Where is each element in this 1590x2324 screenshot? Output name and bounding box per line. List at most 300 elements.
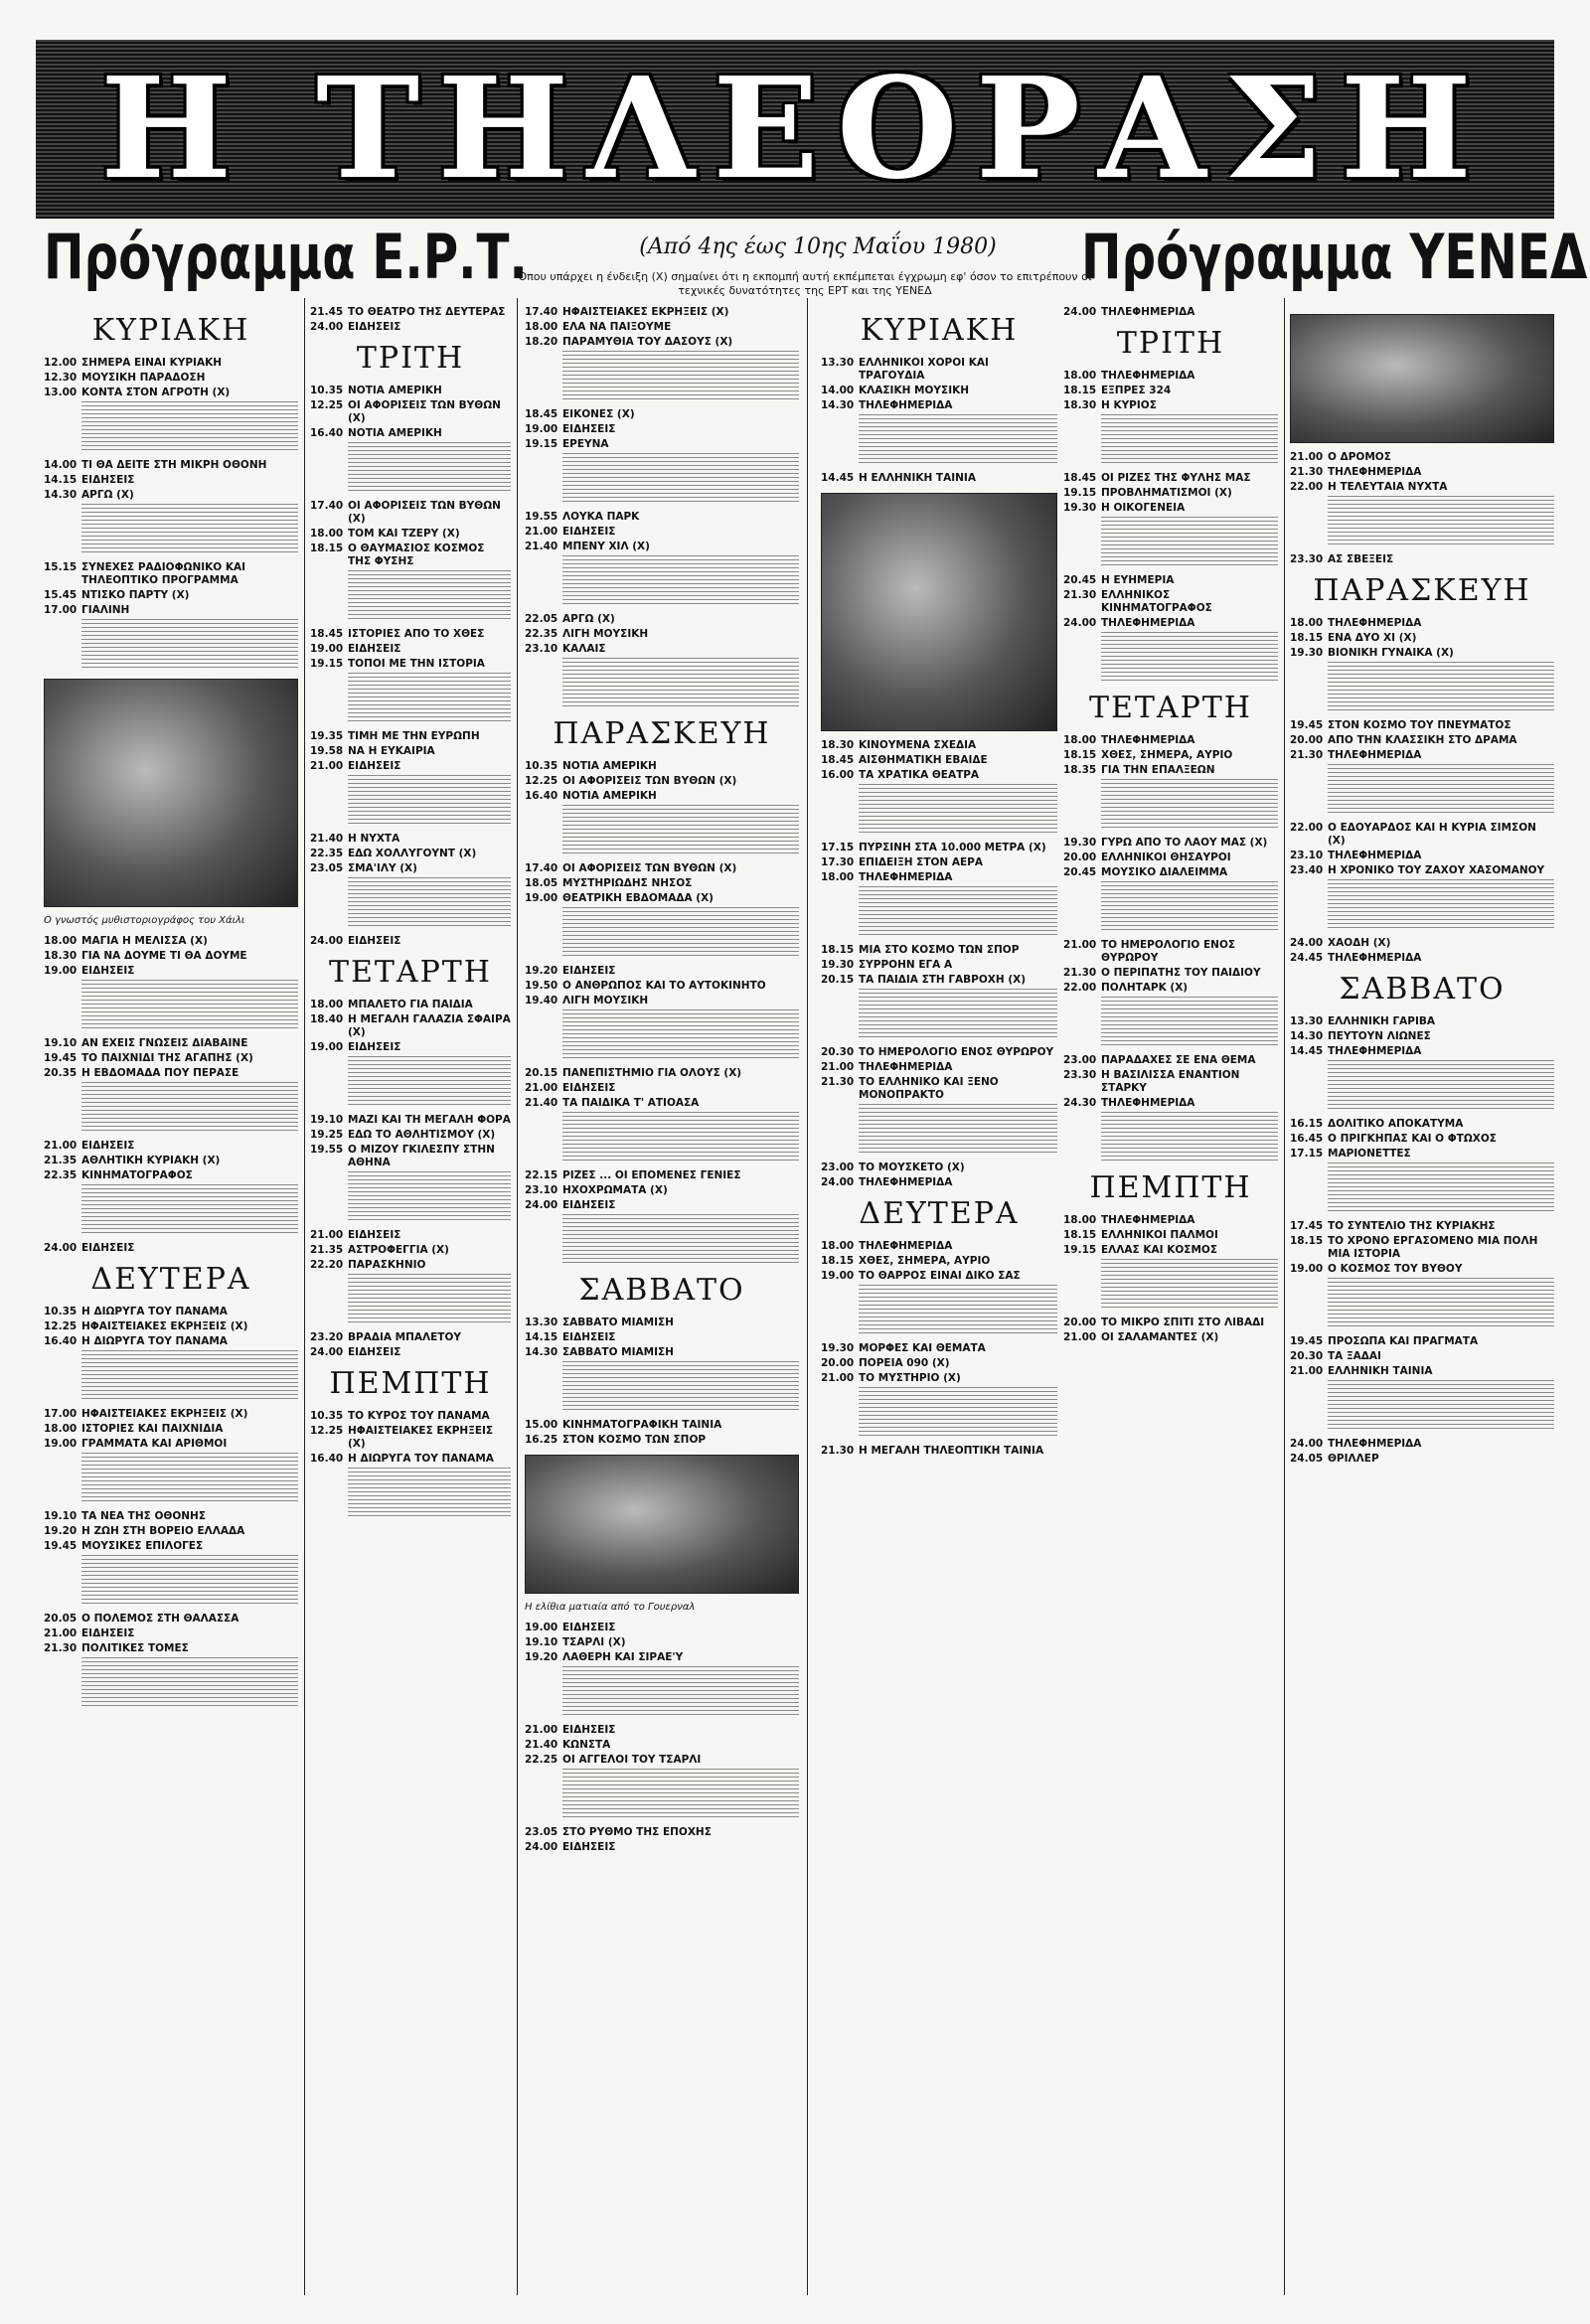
program-time: 16.40 [310,427,344,439]
description-text-block [1101,997,1278,1048]
program-title: Ο ΠΕΡΙΠΑΤΗΣ ΤΟΥ ΠΑΙΔΙΟΥ [1101,967,1261,979]
program-entry [1063,1097,1278,1110]
program-time: 22.00 [1290,822,1324,834]
program-time: 20.05 [44,1613,78,1625]
program-entry [1290,734,1554,747]
program-time: 19.20 [44,1525,78,1537]
description-text-block [562,1666,799,1718]
program-entry [1063,866,1278,879]
program-time: 19.00 [525,1622,558,1633]
program-title: ΗΧΟΧΡΩΜΑΤΑ (Χ) [562,1184,668,1196]
program-time: 22.05 [525,613,558,625]
program-time: 19.30 [821,959,855,971]
program-entry [525,1097,799,1110]
program-title: ΚΙΝΗΜΑΤΟΓΡΑΦΟΣ [81,1169,193,1181]
program-entry [525,511,799,524]
program-entry [1063,982,1278,995]
program-entry [1063,764,1278,777]
program-entry [310,658,511,671]
program-time: 18.45 [525,408,558,420]
program-time: 21.00 [821,1061,855,1073]
program-title: ΚΛΑΣΙΚΗ ΜΟΥΣΙΚΗ [859,385,970,396]
program-title: ΟΙ ΑΦΟΡΙΣΕΙΣ ΤΩΝ ΒΥΘΩΝ (Χ) [348,500,501,525]
program-title: ΓΥΡΩ ΑΠΟ ΤΟ ΛΑΟΥ ΜΑΣ (Χ) [1101,837,1268,849]
photo-caption: Η ελίθια ματιαία από το Γουερναλ [525,1602,696,1613]
program-entry [525,1317,799,1329]
program-time: 22.35 [310,848,344,859]
program-entry [525,1651,799,1664]
program-entry [1063,967,1278,980]
program-time: 19.15 [525,438,558,450]
program-entry [44,1642,298,1655]
program-entry [1063,502,1278,515]
program-title: ΕΙΚΟΝΕΣ (Χ) [562,408,635,420]
program-time: 19.30 [1290,647,1324,659]
program-entry [525,1622,799,1634]
program-entry [525,1724,799,1737]
program-entry [1063,617,1278,630]
day-heading: ΠΑΡΑΣΚΕΥΗ [553,716,771,751]
program-entry [1290,617,1554,630]
program-entry [44,561,298,587]
program-title: ΣΑΒΒΑΤΟ ΜΙΑΜΙΣΗ [562,1346,674,1358]
program-title: ΚΙΝΗΜΑΤΟΓΡΑΦΙΚΗ ΤΑΙΝΙΑ [562,1419,722,1431]
program-entry [1290,1015,1554,1028]
program-time: 19.45 [1290,1335,1324,1347]
description-text-block [1101,414,1278,466]
description-text-block [562,1214,799,1266]
program-time: 23.40 [1290,864,1324,876]
program-time: 18.00 [44,1423,78,1435]
program-time: 22.25 [525,1754,558,1766]
program-entry [821,974,1057,987]
program-entry [821,1270,1057,1283]
description-text-block [1101,779,1278,831]
program-entry [525,760,799,773]
program-title: ΣΤΟΝ ΚΟΣΜΟ ΤΩΝ ΣΠΟΡ [562,1434,707,1446]
program-time: 23.10 [525,643,558,655]
program-title: ΠΑΡΑΜΥΘΙΑ ΤΟΥ ΔΑΣΟΥΣ (Χ) [562,336,733,348]
program-time: 21.30 [44,1642,78,1654]
program-time: 21.00 [821,1372,855,1384]
program-title: ΟΙ ΑΦΟΡΙΣΕΙΣ ΤΩΝ ΒΥΘΩΝ (Χ) [562,862,737,874]
program-entry [821,754,1057,767]
program-entry [821,1372,1057,1385]
column-rule [1284,298,1285,2295]
day-heading: ΠΕΜΠΤΗ [329,1366,492,1401]
day-heading: ΣΑΒΒΑΤΟ [578,1273,745,1308]
program-title: ΠΕΥΤΟΥΝ ΛΙΩΝΕΣ [1328,1030,1431,1042]
program-title: ΤΟ ΘΕΑΤΡΟ ΤΗΣ ΔΕΥΤΕΡΑΣ [348,306,506,318]
photo [525,1455,799,1594]
program-time: 19.00 [525,423,558,435]
program-entry [525,628,799,641]
program-entry [525,1199,799,1212]
program-title: ΤΗΛΕΦΗΜΕΡΙΔΑ [1101,617,1195,629]
program-entry [310,848,511,860]
program-title: ΤΟΠΟΙ ΜΕ ΤΗΝ ΙΣΤΟΡΙΑ [348,658,485,670]
program-title: ΕΙΔΗΣΕΙΣ [348,1346,401,1358]
program-title: Η ΜΕΓΑΛΗ ΤΗΛΕΟΠΤΙΚΗ ΤΑΙΝΙΑ [859,1445,1044,1457]
program-title: ΠΟΛΙΤΙΚΕΣ ΤΟΜΕΣ [81,1642,189,1654]
program-title: ΝΟΤΙΑ ΑΜΕΡΙΚΗ [348,385,442,396]
program-time: 16.15 [1290,1118,1324,1130]
program-title: ΠΟΡΕΙΑ 090 (Χ) [859,1357,950,1369]
column-3 [525,306,799,2293]
program-entry [525,1331,799,1344]
program-entry [1290,749,1554,762]
program-time: 12.25 [525,775,558,787]
program-entry [1063,370,1278,383]
program-entry [525,423,799,436]
program-title: Ο ΠΡΙΓΚΗΠΑΣ ΚΑΙ Ο ΦΤΩΧΟΣ [1328,1133,1497,1145]
program-title: ΜΙΑ ΣΤΟ ΚΟΣΜΟ ΤΩΝ ΣΠΟΡ [859,944,1020,956]
program-title: ΤΗΛΕΦΗΜΕΡΙΔΑ [859,399,953,411]
program-title: ΙΣΤΟΡΙΕΣ ΚΑΙ ΠΑΙΧΝΙΔΙΑ [81,1423,224,1435]
program-title: ΓΡΑΜΜΑΤΑ ΚΑΙ ΑΡΙΘΜΟΙ [81,1438,228,1450]
program-title: Η ΤΕΛΕΥΤΑΙΑ ΝΥΧΤΑ [1328,481,1448,493]
program-entry [310,385,511,397]
program-entry [1063,1229,1278,1242]
program-title: Ο ΘΑΥΜΑΣΙΟΣ ΚΟΣΜΟΣ ΤΗΣ ΦΥΣΗΣ [348,542,485,567]
day-heading: ΚΥΡΙΑΚΗ [91,313,250,348]
program-time: 23.20 [310,1331,344,1343]
program-title: ΟΙ ΑΦΟΡΙΣΕΙΣ ΤΩΝ ΒΥΘΩΝ (Χ) [348,399,501,424]
program-entry [1063,385,1278,397]
program-title: Η ΔΙΩΡΥΓΑ ΤΟΥ ΠΑΝΑΜΑ [81,1335,228,1347]
description-text-block [859,1285,1057,1336]
program-entry [525,965,799,978]
program-entry [1063,852,1278,864]
program-entry [44,1540,298,1553]
program-title: ΤΟΜ ΚΑΙ ΤΖΕΡΥ (Χ) [348,528,460,540]
program-title: ΤΑ ΠΑΙΔΙΚΑ Τ' ΑΤΙΟΑΣΑ [562,1097,700,1109]
program-title: ΤΟ ΣΥΝΤΕΛΙΟ ΤΗΣ ΚΥΡΙΑΚΗΣ [1328,1220,1496,1232]
program-title: ΤΙ ΘΑ ΔΕΙΤΕ ΣΤΗ ΜΙΚΡΗ ΟΘΟΝΗ [81,459,267,471]
program-time: 19.40 [525,995,558,1007]
description-text-block [81,980,298,1031]
program-title: ΚΙΝΟΥΜΕΝΑ ΣΧΕΔΙΑ [859,739,977,751]
program-entry [44,1242,298,1255]
program-title: ΕΙΔΗΣΕΙΣ [348,935,401,947]
program-time: 22.35 [525,628,558,640]
program-title: ΤΗΛΕΦΗΜΕΡΙΔΑ [859,1061,953,1073]
program-time: 22.00 [1290,481,1324,493]
program-time: 18.35 [1063,764,1097,776]
program-title: Η ΧΡΟΝΙΚΟ ΤΟΥ ΖΑΧΟΥ ΧΑΣΟΜΑΝΟΥ [1328,864,1545,876]
program-entry [310,1244,511,1257]
program-time: 18.15 [310,542,344,554]
program-time: 18.15 [821,944,855,956]
program-entry [525,541,799,553]
program-time: 24.00 [525,1199,558,1211]
program-time: 19.10 [525,1636,558,1648]
program-title: ΕΙΔΗΣΕΙΣ [348,1041,401,1053]
program-title: ΟΙ ΑΦΟΡΙΣΕΙΣ ΤΩΝ ΒΥΘΩΝ (Χ) [562,775,737,787]
program-title: ΕΙΔΗΣΕΙΣ [562,1724,616,1736]
yened-subtitle: Πρόγραμμα ΥΕΝΕΔ [1081,221,1588,293]
program-time: 21.40 [525,541,558,552]
program-title: Ο ΚΟΣΜΟΣ ΤΟΥ ΒΥΘΟΥ [1328,1263,1463,1275]
program-entry [821,842,1057,854]
program-title: ΑΠΟ ΤΗΝ ΚΛΑΣΣΙΚΗ ΣΤΟ ΔΡΑΜΑ [1328,734,1517,746]
program-entry [310,1346,511,1359]
column-2 [310,306,511,2293]
program-title: ΝΟΤΙΑ ΑΜΕΡΙΚΗ [562,760,657,772]
program-title: ΑΡΓΩ (Χ) [81,489,134,501]
day-heading: ΠΕΜΠΤΗ [1089,1170,1252,1205]
program-title: ΕΔΩ ΧΟΛΛΥΓΟΥΝΤ (Χ) [348,848,477,859]
program-entry [44,1140,298,1153]
program-entry [44,1408,298,1421]
program-title: ΤΗΛΕΦΗΜΕΡΙΔΑ [859,1176,953,1188]
program-time: 10.35 [44,1306,78,1317]
description-text-block [348,673,511,724]
program-title: ΕΙΔΗΣΕΙΣ [81,965,135,977]
program-entry [525,980,799,993]
program-time: 24.00 [1290,1438,1324,1450]
program-title: ΕΙΔΗΣΕΙΣ [562,1331,616,1343]
program-title: ΤΟ ΠΑΙΧΝΙΔΙ ΤΗΣ ΑΓΑΠΗΣ (Χ) [81,1052,253,1064]
program-time: 19.00 [310,1041,344,1053]
program-title: Ο ΕΔΟΥΑΡΔΟΣ ΚΑΙ Η ΚΥΡΙΑ ΣΙΜΣΟΝ (Χ) [1328,822,1536,847]
description-text-block [1328,764,1554,816]
program-entry [1290,719,1554,732]
program-title: ΕΠΙΔΕΙΞΗ ΣΤΟΝ ΑΕΡΑ [859,856,983,868]
program-title: ΤΙΜΗ ΜΕ ΤΗΝ ΕΥΡΩΠΗ [348,730,480,742]
program-time: 14.45 [821,472,855,484]
program-title: ΕΙΔΗΣΕΙΣ [562,965,616,977]
program-time: 18.15 [821,1255,855,1267]
program-time: 18.05 [525,877,558,889]
program-title: ΕΙΔΗΣΕΙΣ [562,1622,616,1633]
program-time: 23.00 [821,1162,855,1173]
program-entry [821,769,1057,782]
program-time: 12.25 [310,1425,344,1437]
program-title: ΕΙΔΗΣΕΙΣ [562,1841,616,1853]
day-heading: ΤΡΙΤΗ [1116,326,1225,361]
program-title: ΒΙΟΝΙΚΗ ΓΥΝΑΙΚΑ (Χ) [1328,647,1454,659]
program-time: 18.15 [1063,385,1097,396]
column-1 [44,306,298,2293]
program-title: ΜΠΑΛΕΤΟ ΓΙΑ ΠΑΙΔΙΑ [348,999,473,1010]
program-entry [44,1525,298,1538]
description-text-block [1328,1060,1554,1112]
program-time: 24.00 [310,321,344,333]
program-entry [525,995,799,1007]
program-time: 19.55 [525,511,558,523]
program-time: 21.30 [821,1445,855,1457]
program-time: 18.15 [1063,1229,1097,1241]
program-time: 21.30 [1290,749,1324,761]
program-entry [1290,1453,1554,1466]
program-entry [1290,850,1554,862]
program-title: ΤΗΛΕΦΗΜΕΡΙΔΑ [1328,466,1422,478]
program-time: 15.45 [44,589,78,601]
column-5 [1063,306,1278,2293]
program-title: ΕΛΛΗΝΙΚΗ ΤΑΙΝΙΑ [1328,1365,1433,1377]
program-time: 19.30 [1063,502,1097,514]
program-time: 20.45 [1063,574,1097,586]
program-title: ΤΑ ΧΡΑΤΙΚΑ ΘΕΑΤΡΑ [859,769,980,781]
program-title: ΕΙΔΗΣΕΙΣ [348,760,401,772]
program-title: ΟΙ ΡΙΖΕΣ ΤΗΣ ΦΥΛΗΣ ΜΑΣ [1101,472,1251,484]
program-entry [44,1627,298,1640]
program-time: 24.00 [1063,306,1097,318]
program-entry [44,589,298,602]
program-time: 10.35 [525,760,558,772]
program-entry [310,643,511,656]
program-title: ΕΙΔΗΣΕΙΣ [81,1242,135,1254]
program-title: ΕΙΔΗΣΕΙΣ [81,1627,135,1639]
program-entry [821,1061,1057,1074]
program-title: ΤΗΛΕΦΗΜΕΡΙΔΑ [1101,1214,1195,1226]
program-title: ΜΑΡΙΟΝΕΤΤΕΣ [1328,1148,1411,1160]
description-text-block [81,1555,298,1607]
program-title: ΛΙΓΗ ΜΟΥΣΙΚΗ [562,995,649,1007]
program-entry [525,877,799,890]
program-title: ΤΗΛΕΦΗΜΕΡΙΔΑ [1101,734,1195,746]
program-entry [821,959,1057,972]
program-time: 20.15 [821,974,855,986]
program-time: 18.30 [1063,399,1097,411]
description-text-block [562,658,799,709]
program-time: 24.00 [310,1346,344,1358]
description-text-block [348,1468,511,1519]
day-heading: ΠΑΡΑΣΚΕΥΗ [1313,573,1531,608]
description-text-block [859,1104,1057,1156]
column-4 [821,306,1057,2293]
description-text-block [81,1657,298,1709]
program-entry [525,321,799,334]
description-text-block [562,1112,799,1163]
program-entry [525,1067,799,1080]
program-entry [310,1114,511,1127]
program-time: 16.40 [44,1335,78,1347]
description-text-block [562,1009,799,1061]
program-title: ΑΣ ΣΒΕΞΕΙΣ [1328,553,1394,565]
program-entry [1063,1331,1278,1344]
program-entry [821,871,1057,884]
program-entry [310,528,511,541]
program-entry [525,1739,799,1752]
program-title: ΤΗΛΕΦΗΜΕΡΙΔΑ [859,871,953,883]
day-heading: ΚΥΡΙΑΚΗ [860,313,1019,348]
program-entry [821,739,1057,752]
program-title: ΤΟ ΜΙΚΡΟ ΣΠΙΤΙ ΣΤΟ ΛΙΒΑΔΙ [1101,1317,1265,1328]
program-title: ΤΟ ΘΑΡΡΟΣ ΕΙΝΑΙ ΔΙΚΟ ΣΑΣ [859,1270,1021,1282]
program-time: 15.00 [525,1419,558,1431]
program-entry [1290,481,1554,494]
program-time: 16.40 [525,790,558,802]
program-title: ΑΙΣΘΗΜΑΤΙΚΗ ΕΒΑΙΔΕ [859,754,988,766]
program-time: 17.40 [525,306,558,318]
program-time: 21.30 [821,1076,855,1088]
program-title: ΛΑΘΕΡΗ ΚΑΙ ΣΙΡΑΕ'Υ [562,1651,684,1663]
program-entry [821,399,1057,412]
program-entry [310,1013,511,1039]
program-title: ΓΙΑΛΙΝΗ [81,604,130,616]
program-time: 19.55 [310,1144,344,1156]
program-entry [525,408,799,421]
program-title: ΧΘΕΣ, ΣΗΜΕΡΑ, ΑΥΡΙΟ [1101,749,1233,761]
program-title: ΜΑΓΙΑ Η ΜΕΛΙΣΣΑ (Χ) [81,935,208,947]
program-entry [44,1320,298,1333]
program-entry [44,1613,298,1626]
description-text-block [562,351,799,402]
description-text-block [562,805,799,856]
program-time: 14.15 [44,474,78,486]
program-entry [1290,1263,1554,1276]
program-time: 19.15 [1063,1244,1097,1256]
program-time: 19.35 [310,730,344,742]
program-entry [525,1636,799,1649]
program-entry [1290,647,1554,660]
program-entry [44,1438,298,1451]
program-entry [44,1169,298,1182]
column-rule [517,298,518,2295]
day-heading: ΔΕΥΤΕΡΑ [859,1196,1020,1231]
program-title: ΓΙΑ ΝΑ ΔΟΥΜΕ ΤΙ ΘΑ ΔΟΥΜΕ [81,950,247,962]
program-entry [525,1434,799,1447]
program-entry [821,1255,1057,1268]
description-text-block [562,453,799,505]
program-time: 19.15 [310,658,344,670]
program-time: 21.00 [310,1229,344,1241]
program-title: ΤΟ ΜΟΥΣΚΕΤΟ (Χ) [859,1162,965,1173]
description-text-block [81,1184,298,1236]
description-text-block [81,401,298,453]
program-entry [525,1082,799,1095]
program-entry [44,604,298,617]
day-heading: ΤΕΤΑΡΤΗ [329,955,492,990]
program-title: ΤΗΛΕΦΗΜΕΡΙΔΑ [1101,370,1195,382]
program-time: 19.00 [310,643,344,655]
program-time: 14.15 [525,1331,558,1343]
program-entry [1290,937,1554,950]
program-entry [44,935,298,948]
program-entry [821,357,1057,383]
program-title: Η ΒΑΣΙΛΙΣΣΑ ΕΝΑΝΤΙΟΝ ΣΤΑΡΚΥ [1101,1069,1240,1094]
program-entry [1063,837,1278,850]
ert-subtitle: Πρόγραμμα Ε.Ρ.Τ. [44,221,528,293]
program-time: 18.00 [821,871,855,883]
description-text-block [348,570,511,622]
program-entry [525,1841,799,1854]
program-title: Η ΕΥΗΜΕΡΙΑ [1101,574,1175,586]
program-title: Η ΕΒΔΟΜΑΔΑ ΠΟΥ ΠΕΡΑΣΕ [81,1067,239,1079]
program-time: 21.00 [310,760,344,772]
description-text-block [562,907,799,959]
program-time: 21.00 [1290,451,1324,463]
program-title: ΛΙΓΗ ΜΟΥΣΙΚΗ [562,628,649,640]
program-time: 18.40 [310,1013,344,1025]
program-entry [44,357,298,370]
description-text-block [81,1453,298,1504]
program-time: 19.10 [44,1037,78,1049]
program-time: 14.30 [1290,1030,1324,1042]
program-title: ΝΟΤΙΑ ΑΜΕΡΙΚΗ [348,427,442,439]
program-entry [44,372,298,385]
program-entry [821,1162,1057,1174]
program-title: Ο ΜΙΖΟΥ ΓΚΙΛΕΣΠΥ ΣΤΗΝ ΑΘΗΝΑ [348,1144,495,1168]
program-entry [1063,749,1278,762]
program-title: ΑΣΤΡΟΦΕΓΓΙΑ (Χ) [348,1244,449,1256]
program-entry [44,950,298,963]
program-title: ΣΜΑ'ΙΛΥ (Χ) [348,862,417,874]
program-entry [525,613,799,626]
program-title: ΟΙ ΣΑΛΑΜΑΝΤΕΣ (Χ) [1101,1331,1219,1343]
